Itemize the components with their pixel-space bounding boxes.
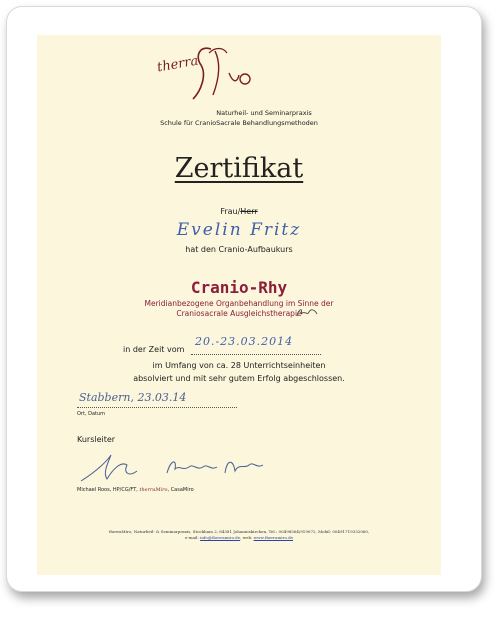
course-description-1: Meridianbezogene Organbehandlung im Sinne der xyxy=(144,299,334,308)
signatures-caption-name: Michael Roos, HP/CG/FT, xyxy=(77,487,138,493)
footer-line-2 xyxy=(37,535,441,540)
hours-line: im Umfang von ca. 28 Unterrichtseinheiten xyxy=(152,361,326,370)
period-line xyxy=(123,335,383,355)
salutation-herr: Herr xyxy=(240,207,258,216)
certificate-title: Zertifikat xyxy=(174,153,304,184)
certificate-frame xyxy=(6,6,482,592)
place-date-label: Ort, Datum xyxy=(77,411,106,417)
period-value: 20.-23.03.2014 xyxy=(194,335,294,348)
salutation-frau: Frau/ xyxy=(220,207,241,216)
place-date-field xyxy=(77,393,237,408)
logo xyxy=(149,43,279,103)
period-label: in der Zeit vom xyxy=(123,345,185,354)
footer-email-label: e-mail: xyxy=(184,535,199,540)
signatures-caption-place: , CasaMiro xyxy=(167,487,194,493)
salutation xyxy=(37,207,441,216)
recipient-name: Evelin Fritz xyxy=(176,220,302,240)
instructor-label: Kursleiter xyxy=(77,435,116,444)
course-intro: hat den Cranio-Aufbaukurs xyxy=(185,245,293,254)
signatures-caption-brand: therraMiro xyxy=(139,487,168,493)
footer-web-label: , web: xyxy=(240,535,253,540)
course-description-2: Craniosacrale Ausgleichstherapie xyxy=(176,309,302,318)
logo-therra-text: therra xyxy=(156,53,200,76)
footer-email-link[interactable]: info@therramiro.de xyxy=(200,535,241,540)
footer-line-1: therraMiro, Naturheil- & Seminarpraxis, Stockham 2, 84381 Johanniskirchen, Tel.: 00498564/919072, Mobil: 00491719332060, xyxy=(108,529,370,534)
initials-signature-icon xyxy=(295,306,319,320)
footer-web-link[interactable]: www.therramiro.de xyxy=(253,535,293,540)
logo-subtitle-1: Naturheil- und Seminarpraxis xyxy=(216,109,312,117)
course-name: Cranio-Rhy xyxy=(190,278,288,297)
instructor-signature-2-icon xyxy=(163,453,273,483)
signatures-caption xyxy=(77,487,194,493)
logo-subtitle-2: Schule für CranioSacrale Behandlungsmethoden xyxy=(160,119,318,127)
instructor-signature-1-icon xyxy=(77,451,157,485)
result-line: absolviert und mit sehr gutem Erfolg abgeschlossen. xyxy=(133,374,345,383)
certificate-paper xyxy=(37,35,441,575)
period-value-field xyxy=(191,335,321,355)
place-date-value: Stabbern, 23.03.14 xyxy=(79,391,187,404)
